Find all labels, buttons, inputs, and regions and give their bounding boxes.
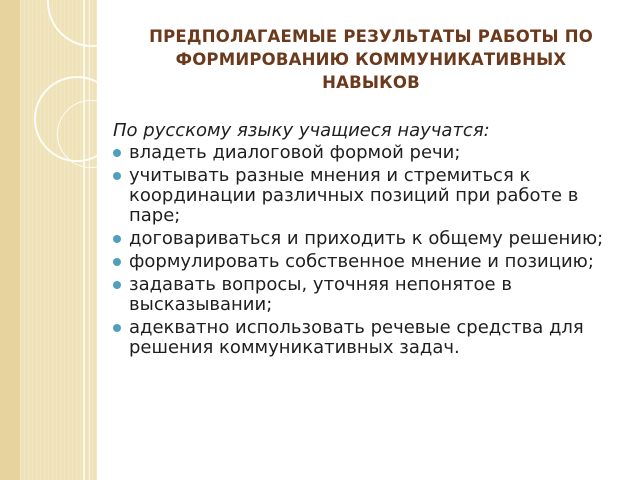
bullet-icon	[113, 281, 121, 289]
list-item-text: задавать вопросы, уточняя непонятое в высказывании;	[129, 274, 512, 315]
bullet-icon	[113, 149, 121, 157]
list-item	[113, 166, 621, 226]
list-item	[113, 229, 621, 249]
results-list	[113, 143, 621, 358]
slide-content	[113, 121, 621, 361]
side-stripe	[0, 0, 20, 480]
decorative-side-panel	[0, 0, 97, 480]
list-item-text: владеть диалоговой формой речи;	[129, 142, 461, 163]
bullet-icon	[113, 324, 121, 332]
decorative-ring-top	[47, 0, 97, 47]
list-item-text: формулировать собственное мнение и позицию;	[129, 251, 594, 272]
list-item	[113, 143, 621, 163]
list-item	[113, 252, 621, 272]
side-rule	[83, 0, 85, 480]
list-item	[113, 318, 621, 358]
list-item	[113, 275, 621, 315]
side-rule-thin	[89, 0, 90, 480]
list-item-text: договариваться и приходить к общему решению;	[129, 228, 604, 249]
list-item-text: адекватно использовать речевые средства для решения коммуникативных задач.	[129, 317, 584, 358]
bullet-icon	[113, 172, 121, 180]
intro-text: По русскому языку учащиеся научатся:	[113, 120, 490, 141]
bullet-icon	[113, 258, 121, 266]
bullet-icon	[113, 235, 121, 243]
slide-title: ПРЕДПОЛАГАЕМЫЕ РЕЗУЛЬТАТЫ РАБОТЫ ПО ФОРМИРОВАНИЮ КОММУНИКАТИВНЫХ НАВЫКОВ	[149, 27, 593, 92]
list-item-text: учитывать разные мнения и стремиться к координации различных позиций при работе в паре;	[129, 165, 579, 226]
